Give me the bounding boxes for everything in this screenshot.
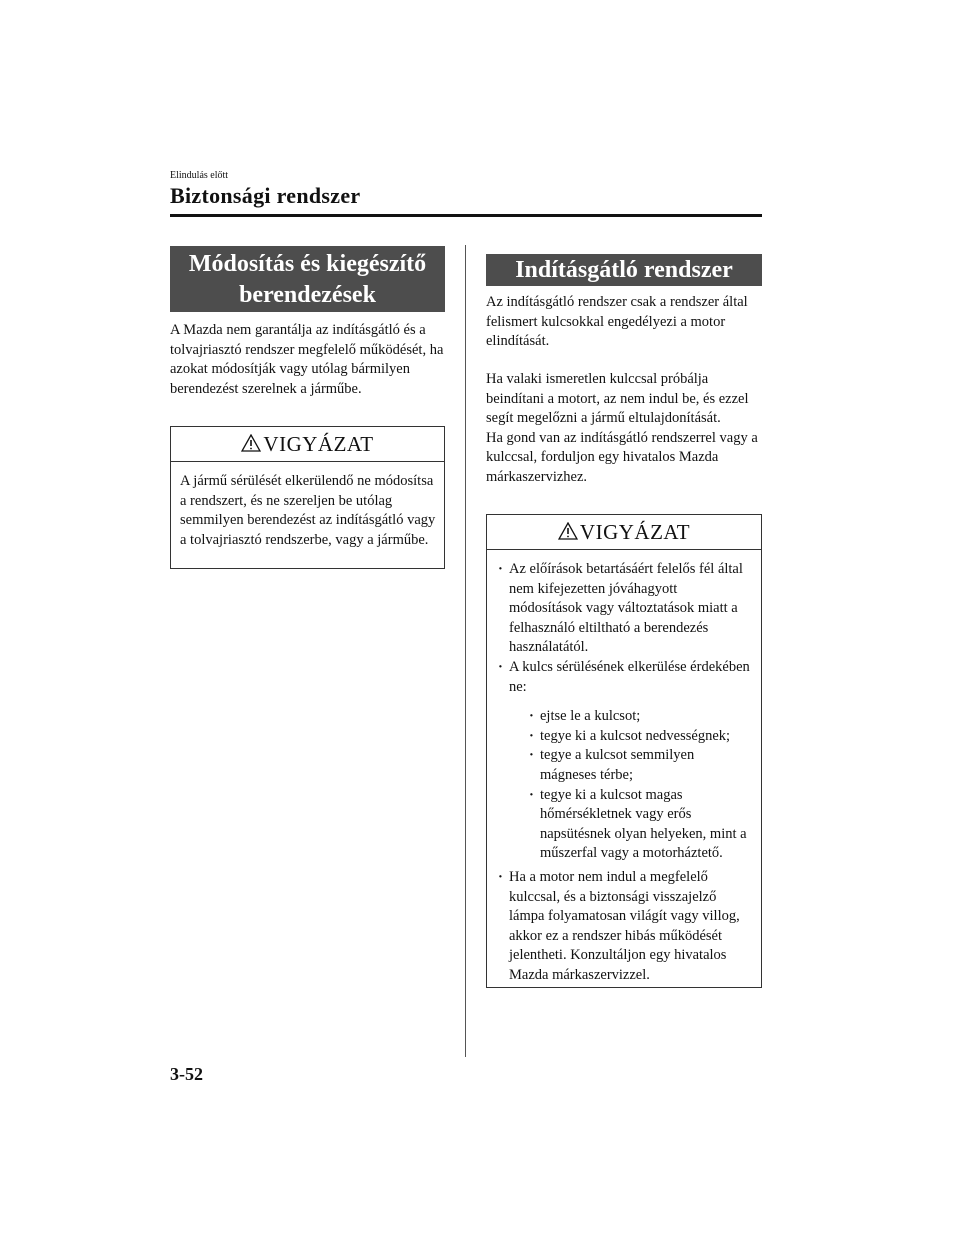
caution-box-right <box>486 514 762 988</box>
caution-list <box>496 560 753 985</box>
caution-box-left <box>170 426 445 569</box>
immobilizer-paragraph-1: Az indításgátló rendszer csak a rendszer által felismert kulcsokkal engedélyezi a motor elindítását. <box>486 294 748 350</box>
caution-header <box>487 515 761 550</box>
immobilizer-paragraph-3: Ha gond van az indításgátló rendszerrel vagy a kulccsal, forduljon egy hivatalos Mazda márkaszervizhez. <box>486 429 758 485</box>
caution-bullet-2 <box>496 658 753 864</box>
page-title: Biztonsági rendszer <box>170 183 361 208</box>
banner-line-2: berendezések <box>239 282 376 308</box>
modifications-paragraph: A Mazda nem garantálja az indításgátló és a tolvajriasztó rendszer megfelelő működését, ha azokat módosítják vagy utólag bármilyen berendezést szerelnek a járműbe. <box>170 322 444 397</box>
caution-bullet-1: · Az előírások betartásáért felelős fél által nem kifejezetten jóváhagyott módosítások vagy változtatások miatt a felhasználó eltiltható a berendezés használatától. <box>496 560 753 658</box>
immobilizer-paragraph-2: Ha valaki ismeretlen kulccsal próbálja beindítani a motort, az nem indul be, és ezzel segít megelőzni a jármű eltulajdonítását. <box>486 371 749 427</box>
warning-triangle-icon <box>241 434 261 452</box>
caution-header <box>171 427 444 462</box>
caution-text: A jármű sérülését elkerülendő ne módosítsa a rendszert, és ne szereljen be utólag semmilyen berendezést az indításgátló vagy a tolvajriasztó rendszerbe, vagy a járműbe. <box>180 473 436 548</box>
sub-item: · tegye ki a kulcsot magas hőmérsékletnek vagy erős napsütésnek olyan helyeken, mint a műszerfal vagy a motorháztető. <box>527 786 753 864</box>
sub-item: · tegye a kulcsot semmilyen mágneses térbe; <box>527 746 753 785</box>
sub-item: · ejtse le a kulcsot; <box>527 707 753 727</box>
column-divider <box>465 245 466 1057</box>
caution-bullet-3: · Ha a motor nem indul a megfelelő kulccsal, és a biztonsági visszajelző lámpa folyamatosan világít vagy villog, akkor ez a rendszer hibás működését jelentheti. Konzultáljon egy hivatalos Mazda márkaszervizzel. <box>496 868 753 986</box>
header-divider <box>170 214 762 217</box>
banner-line-1: Módosítás és kiegészítő <box>188 251 427 277</box>
section-label: Elindulás előtt <box>170 170 229 181</box>
section-banner-immobilizer: Indításgátló rendszer <box>486 254 762 286</box>
caution-bullet-2-text: · A kulcs sérülésének elkerülése érdekében ne: <box>509 658 750 695</box>
page-number: 3-52 <box>170 1064 203 1084</box>
caution-title: VIGYÁZAT <box>263 431 374 456</box>
caution-body <box>487 550 761 985</box>
key-care-sublist <box>509 707 753 864</box>
sub-item: · tegye ki a kulcsot nedvességnek; <box>527 727 753 747</box>
immobilizer-paragraphs <box>486 370 766 488</box>
warning-triangle-icon <box>558 522 578 540</box>
caution-title: VIGYÁZAT <box>579 519 691 544</box>
section-banner-modifications <box>170 246 445 312</box>
